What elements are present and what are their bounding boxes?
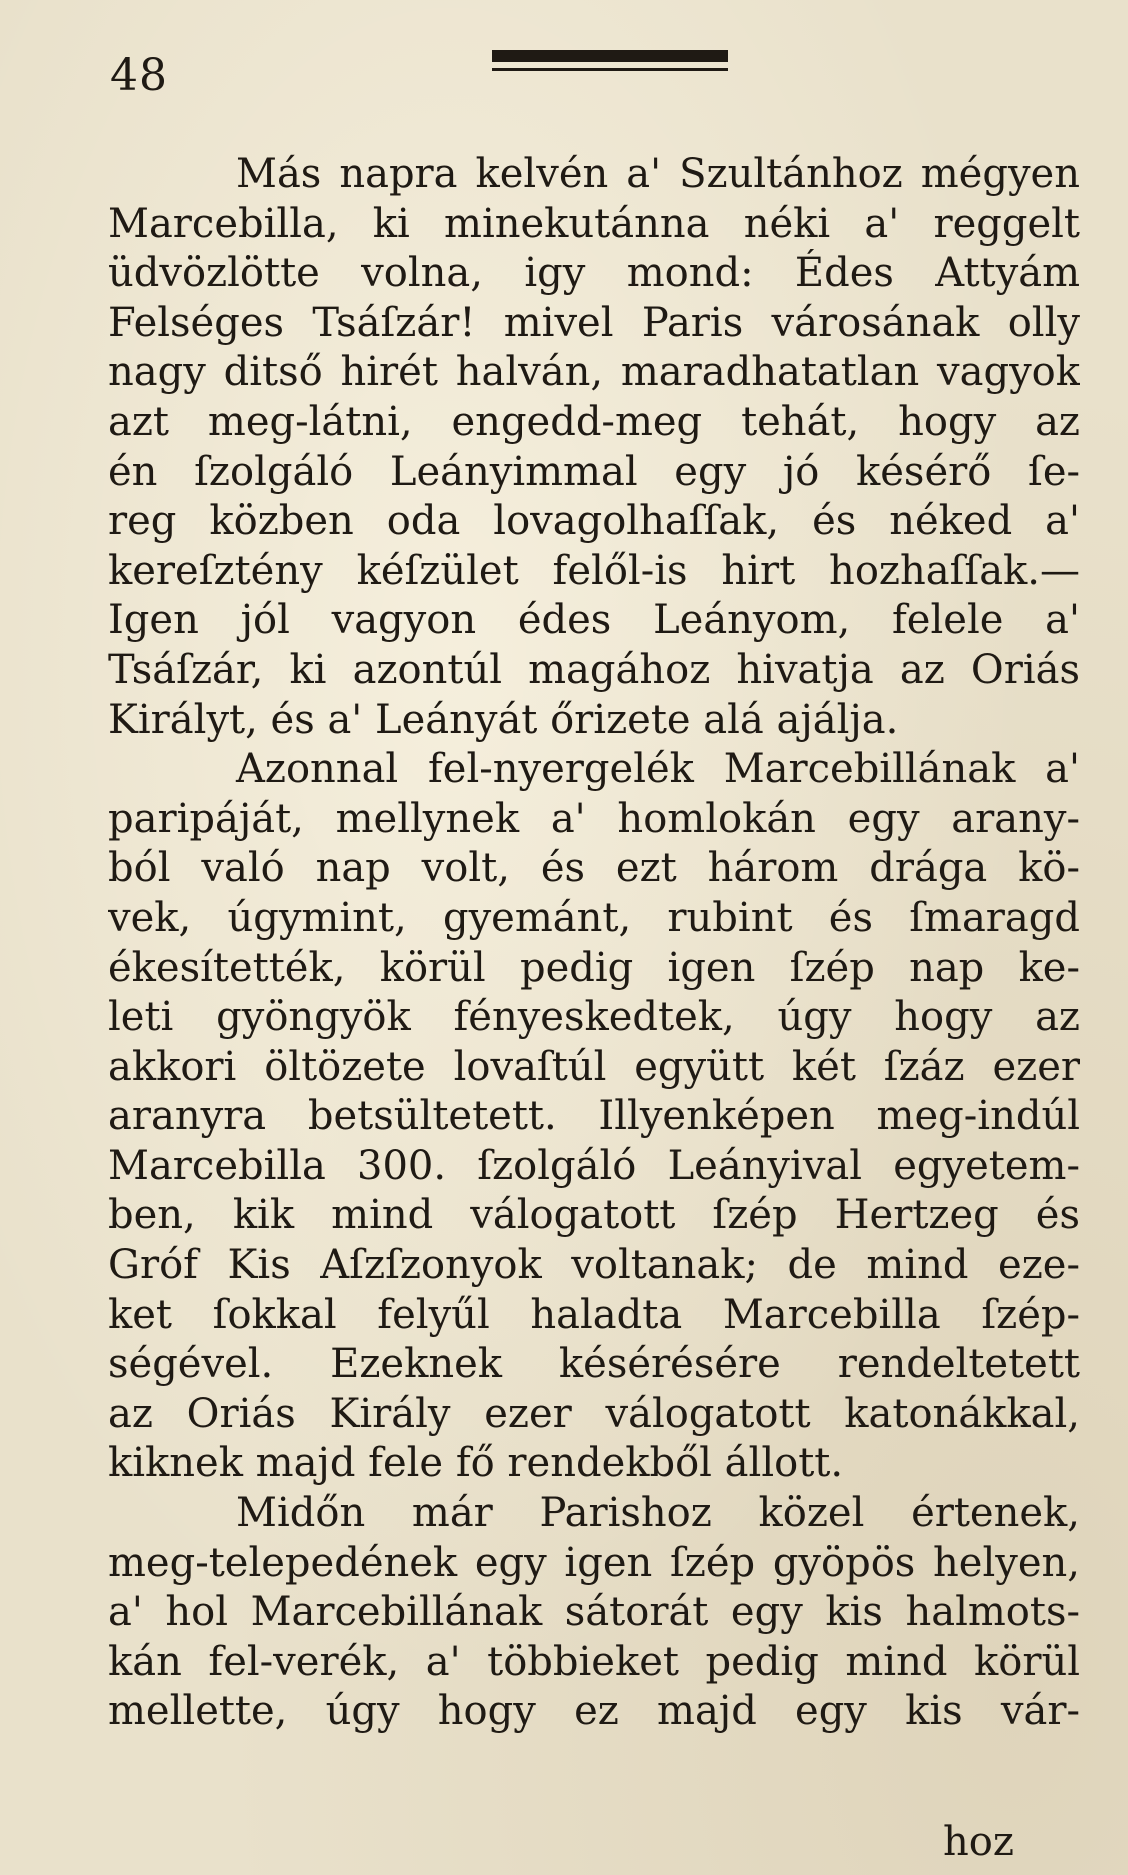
text-line: Gróf Kis Aſzſzonyok voltanak; de mind eze-	[108, 1242, 1080, 1289]
text-line: leti gyöngyök fényeskedtek, úgy hogy az	[108, 994, 1080, 1041]
text-line: kán fel-verék, a' többieket pedig mind körül	[108, 1638, 1080, 1685]
text-line: üdvözlötte volna, igy mond: Édes Attyám	[108, 250, 1080, 297]
text-line: vek, úgymint, gyemánt, rubint és ſmaragd	[108, 894, 1080, 941]
text-line: Marcebilla 300. ſzolgáló Leányival egyetem-	[108, 1142, 1080, 1189]
text-line: kereſztény kéſzület felől-is hirt hozhaſſak.—	[108, 547, 1080, 594]
header-rule-thick	[492, 50, 728, 62]
body-text	[108, 150, 1080, 1737]
page-number: 48	[110, 50, 168, 101]
text-line: az Oriás Király ezer válogatott katonákkal,	[108, 1390, 1080, 1437]
text-line: meg-telepedének egy igen ſzép gyöpös helyen,	[108, 1539, 1080, 1586]
text-line: kiknek majd fele fő rendekből állott.	[108, 1440, 844, 1487]
text-line: Tsáſzár, ki azontúl magához hivatja az Oriás	[108, 646, 1080, 693]
text-line: aranyra betsültetett. Illyenképen meg-indúl	[108, 1093, 1080, 1140]
text-line: Királyt, és a' Leányát őrizete alá ajálja.	[108, 696, 899, 743]
header-rule	[492, 50, 728, 76]
text-line: nagy ditső hirét halván, maradhatatlan vagyok	[108, 349, 1080, 396]
text-line: Azonnal fel-nyergelék Marcebillának a'	[236, 746, 1080, 793]
text-line: ékesítették, körül pedig igen ſzép nap ke-	[108, 944, 1080, 991]
text-line: Igen jól vagyon édes Leányom, felele a'	[108, 597, 1080, 644]
catchword: hoz	[943, 1819, 1014, 1865]
text-line: Felséges Tsáſzár! mivel Paris városának olly	[108, 299, 1080, 346]
text-line: azt meg-látni, engedd-meg tehát, hogy az	[108, 398, 1080, 445]
text-line: paripáját, mellynek a' homlokán egy arany-	[108, 795, 1080, 842]
text-line: Midőn már Parishoz közel értenek,	[236, 1490, 1080, 1537]
text-line: ket ſokkal felyűl haladta Marcebilla ſzép-	[108, 1291, 1080, 1338]
text-line: ben, kik mind válogatott ſzép Hertzeg és	[108, 1192, 1080, 1239]
text-line: a' hol Marcebillának sátorát egy kis halmots-	[108, 1589, 1080, 1636]
header-rule-thin	[492, 68, 728, 71]
text-line: ból való nap volt, és ezt három drága kö-	[108, 845, 1080, 892]
text-line: akkori öltözete lovaſtúl együtt két ſzáz ezer	[108, 1043, 1080, 1090]
text-line: ségével. Ezeknek késérésére rendeltetett	[108, 1341, 1080, 1388]
text-line: Más napra kelvén a' Szultánhoz mégyen	[236, 151, 1080, 197]
text-line: reg közben oda lovagolhaſſak, és néked a'	[108, 498, 1080, 545]
text-line: mellette, úgy hogy ez majd egy kis vár-	[108, 1688, 1080, 1735]
text-line: Marcebilla, ki minekutánna néki a' reggelt	[108, 200, 1080, 247]
text-line: én ſzolgáló Leányimmal egy jó késérő ſe-	[108, 448, 1080, 495]
